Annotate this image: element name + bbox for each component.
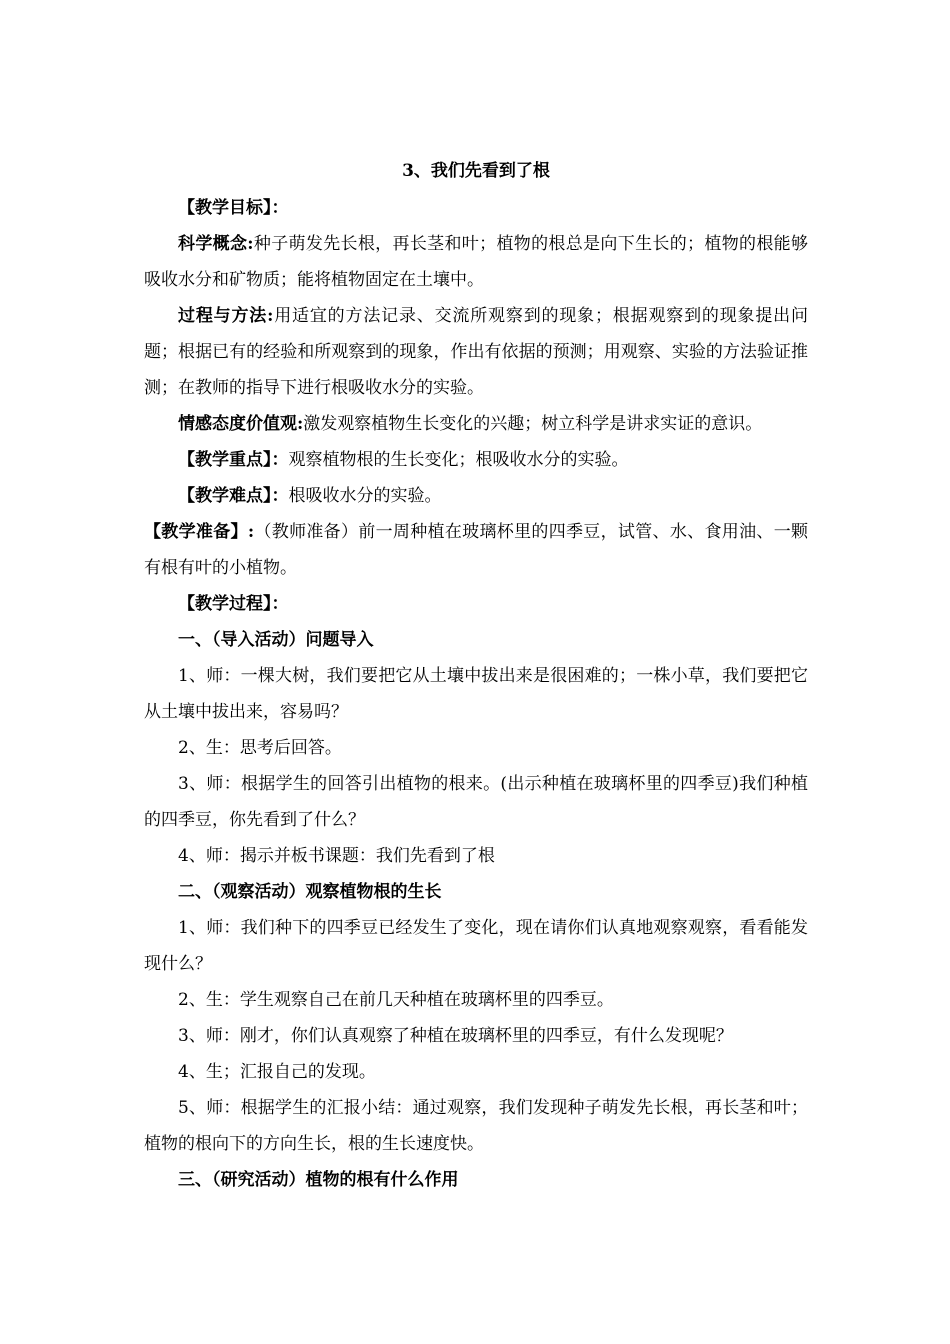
process-method-paragraph xyxy=(144,298,808,406)
preparation-label: 【教学准备】: xyxy=(144,522,255,542)
key-point-label: 【教学重点】： xyxy=(178,450,289,470)
difficult-point-text: 根吸收水分的实验。 xyxy=(288,486,442,506)
preparation-text: （教师准备）前一周种植在玻璃杯里的四季豆，试管、水、食用油、一颗有根有叶的小植物。 xyxy=(144,522,809,578)
section-2-item-3: 3、师：刚才，你们认真观察了种植在玻璃杯里的四季豆，有什么发现呢？ xyxy=(178,1026,733,1046)
concept-text: 种子萌发先长根，再长茎和叶；植物的根总是向下生长的；植物的根能够吸收水分和矿物质；能将植物固定在土壤中。 xyxy=(144,234,808,290)
section-1-item-4: 4、师：揭示并板书课题：我们先看到了根 xyxy=(178,846,495,866)
goals-heading: 【教学目标】： xyxy=(178,198,289,218)
section-1-heading: 一、（导入活动）问题导入 xyxy=(178,630,374,650)
process-method-label: 过程与方法: xyxy=(178,306,274,326)
section-2-item-2: 2、生：学生观察自己在前几天种植在玻璃杯里的四季豆。 xyxy=(178,990,614,1010)
process-method-text: 用适宜的方法记录、交流所观察到的现象；根据观察到的现象提出问题；根据已有的经验和所观察到的现象，作出有依据的预测；用观察、实验的方法验证推测；在教师的指导下进行根吸收水分的实验。 xyxy=(144,306,809,398)
concept-paragraph xyxy=(144,226,808,298)
section-2-item-1: 1、师：我们种下的四季豆已经发生了变化，现在请你们认真地观察观察，看看能发现什么？ xyxy=(144,918,808,974)
document-title: 3、我们先看到了根 xyxy=(402,161,550,181)
concept-label: 科学概念: xyxy=(178,234,254,254)
section-1-item-1: 1、师：一棵大树，我们要把它从土壤中拔出来是很困难的；一株小草，我们要把它从土壤中拔出来，容易吗？ xyxy=(144,666,808,722)
key-point-text: 观察植物根的生长变化；根吸收水分的实验。 xyxy=(288,450,629,470)
section-2-heading: 二、（观察活动）观察植物根的生长 xyxy=(178,882,442,902)
document-page xyxy=(144,152,808,1198)
emotion-label: 情感态度价值观: xyxy=(178,414,304,434)
section-3-heading: 三、（研究活动）植物的根有什么作用 xyxy=(178,1170,459,1190)
difficult-point-paragraph xyxy=(144,478,808,514)
section-2-item-4: 4、生；汇报自己的发现。 xyxy=(178,1062,376,1082)
section-1-item-2: 2、生：思考后回答。 xyxy=(178,738,342,758)
section-1-item-3: 3、师：根据学生的回答引出植物的根来。(出示种植在玻璃杯里的四季豆)我们种植的四季豆，你先看到了什么？ xyxy=(144,774,808,830)
emotion-paragraph xyxy=(144,406,808,442)
section-2-item-5: 5、师：根据学生的汇报小结：通过观察，我们发现种子萌发先长根，再长茎和叶；植物的根向下的方向生长，根的生长速度快。 xyxy=(144,1098,808,1154)
preparation-paragraph xyxy=(144,514,808,586)
emotion-text: 激发观察植物生长变化的兴趣；树立科学是讲求实证的意识。 xyxy=(303,414,763,434)
key-point-paragraph xyxy=(144,442,808,478)
process-heading: 【教学过程】： xyxy=(178,594,289,614)
difficult-point-label: 【教学难点】： xyxy=(178,486,289,506)
